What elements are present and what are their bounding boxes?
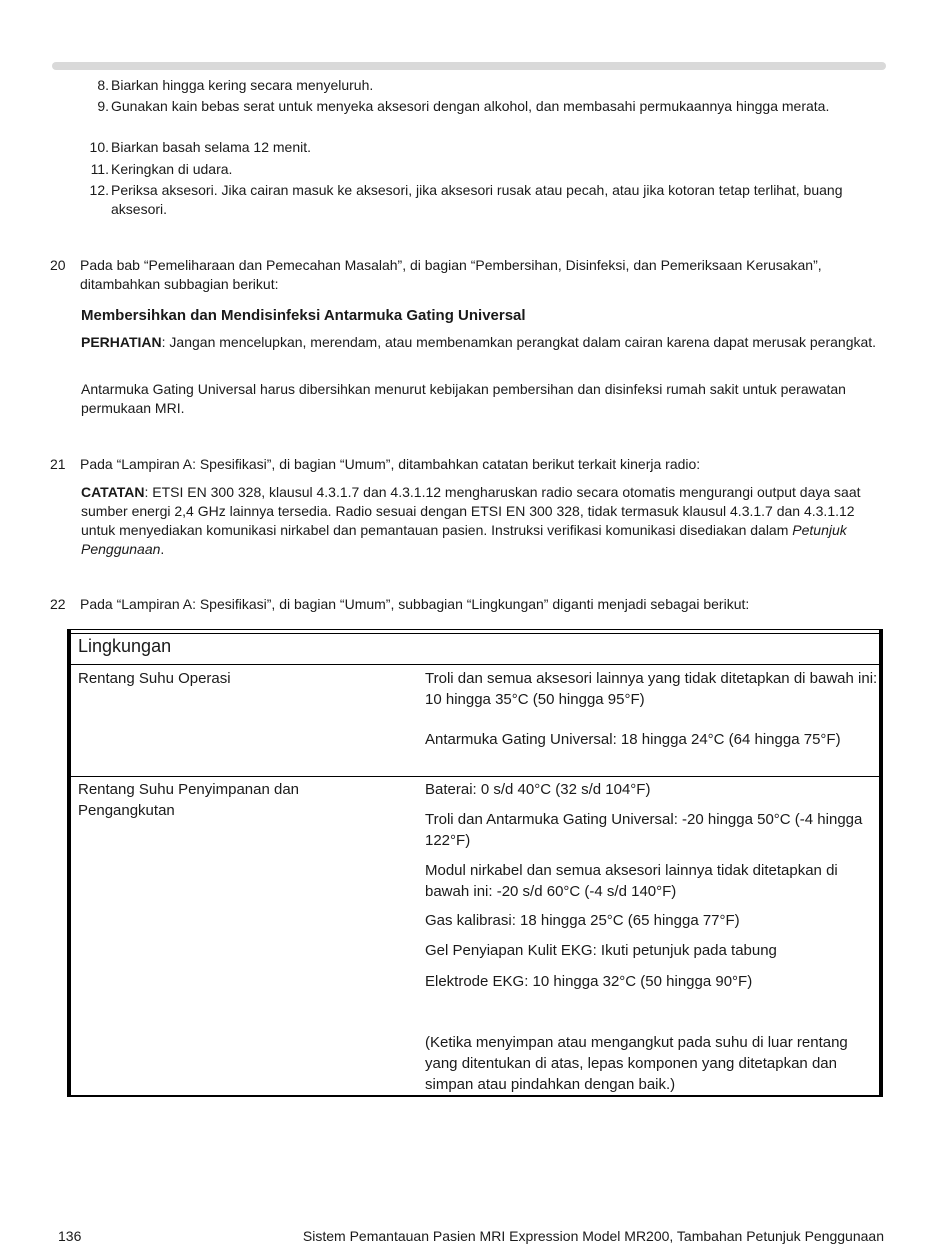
list-number: 12. [89, 182, 109, 198]
section-21 [50, 455, 886, 474]
list-text: Gunakan kain bebas serat untuk menyeka aksesori dengan alkohol, dan membasahi permukaannya hingga merata. [111, 98, 830, 114]
list-item [87, 138, 877, 157]
note-end: . [160, 541, 165, 557]
section-20 [50, 256, 886, 294]
caution-text: : Jangan mencelupkan, merendam, atau membenamkan perangkat dalam cairan karena dapat merusak perangkat. [161, 334, 877, 350]
caution-label: PERHATIAN [81, 334, 162, 350]
list-number: 8. [97, 77, 109, 93]
table-cell-value: (Ketika menyimpan atau mengangkut pada suhu di luar rentang yang ditentukan di atas, lepas komponen yang ditetapkan dan simpan atau pindahkan dengan baik.) [425, 1034, 848, 1093]
paragraph: Antarmuka Gating Universal harus dibersihkan menurut kebijakan pembersihan dan disinfeksi rumah sakit untuk perawatan permukaan MRI. [81, 381, 846, 416]
section-22 [50, 595, 886, 614]
list-number: 10. [89, 139, 109, 155]
note-label: CATATAN [81, 484, 145, 500]
list-text: Keringkan di udara. [111, 161, 233, 177]
list-item [87, 160, 877, 179]
table-cell-value: Gel Penyiapan Kulit EKG: Ikuti petunjuk pada tabung [425, 942, 777, 959]
section-number: 22 [50, 596, 66, 612]
section-text: Pada “Lampiran A: Spesifikasi”, di bagian “Umum”, ditambahkan catatan berikut terkait kinerja radio: [80, 456, 701, 472]
table-row-label: Rentang Suhu Penyimpanan dan Pengangkutan [78, 781, 300, 819]
note [81, 483, 881, 559]
list-number: 11. [90, 161, 109, 177]
footer-title: Sistem Pemantauan Pasien MRI Expression Model MR200, Tambahan Petunjuk Penggunaan [302, 1228, 884, 1244]
list-text: Biarkan hingga kering secara menyeluruh. [111, 77, 374, 93]
table-title: Lingkungan [78, 636, 172, 656]
header-bar [52, 62, 886, 70]
section-number: 21 [50, 456, 66, 472]
list-number: 9. [97, 98, 109, 114]
environment-table [67, 629, 883, 1097]
table-cell-value: Troli dan semua aksesori lainnya yang tidak ditetapkan di bawah ini: 10 hingga 35°C (50 hingga 95°F) [425, 670, 878, 708]
table-cell-value: Troli dan Antarmuka Gating Universal: -20 hingga 50°C (-4 hingga 122°F) [425, 811, 863, 849]
table-divider [71, 664, 879, 665]
table-cell-value: Elektrode EKG: 10 hingga 32°C (50 hingga 90°F) [425, 973, 753, 990]
section-number: 20 [50, 257, 66, 273]
table-top-rule [71, 633, 879, 634]
list-item [87, 181, 877, 219]
note-text: : ETSI EN 300 328, klausul 4.3.1.7 dan 4.3.1.12 mengharuskan radio secara otomatis mengurangi output daya saat sumber energi 2,4 GHz lainnya tersedia. Radio sesuai dengan ETSI EN 300 328, tidak termasuk klausul 4.3.1.7 dan 4.3.1.12 untuk menyediakan komunikasi nirkabel dan pemantauan pasien. Instruksi verifikasi komunikasi disediakan dalam [81, 484, 861, 538]
table-cell-value: Modul nirkabel dan semua aksesori lainnya tidak ditetapkan di bawah ini: -20 s/d 60°C (-4 s/d 140°F) [425, 862, 838, 900]
list-text: Biarkan basah selama 12 menit. [111, 139, 311, 155]
section-text: Pada “Lampiran A: Spesifikasi”, di bagian “Umum”, subbagian “Lingkungan” diganti menjadi sebagai berikut: [80, 596, 750, 612]
table-cell-value: Antarmuka Gating Universal: 18 hingga 24°C (64 hingga 75°F) [425, 731, 841, 748]
caution-note [81, 333, 881, 352]
list-item [87, 97, 877, 116]
table-cell-value: Baterai: 0 s/d 40°C (32 s/d 104°F) [425, 781, 651, 798]
table-cell-value: Gas kalibrasi: 18 hingga 25°C (65 hingga 77°F) [425, 912, 740, 929]
table-row-label: Rentang Suhu Operasi [78, 670, 231, 687]
page-number: 136 [58, 1228, 82, 1244]
section-text: Pada bab “Pemeliharaan dan Pemecahan Masalah”, di bagian “Pembersihan, Disinfeksi, dan Pemeriksaan Kerusakan”, ditambahkan subbagian berikut: [80, 257, 822, 292]
list-item [87, 76, 877, 95]
list-text: Periksa aksesori. Jika cairan masuk ke aksesori, jika aksesori rusak atau pecah, atau jika kotoran tetap terlihat, buang aksesori. [111, 182, 843, 217]
table-divider [71, 776, 879, 777]
subsection-heading: Membersihkan dan Mendisinfeksi Antarmuka Gating Universal [81, 307, 526, 324]
note-italic: Petunjuk Penggunaan [81, 522, 847, 557]
